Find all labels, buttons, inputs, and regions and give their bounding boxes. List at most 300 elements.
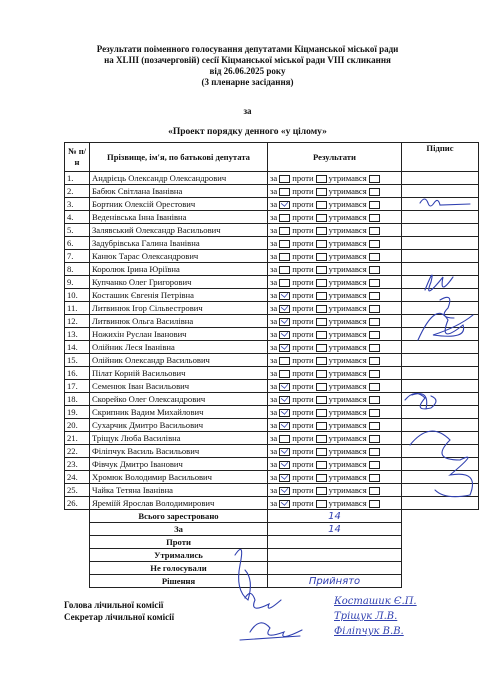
option-against: проти [292,497,314,508]
option-against: проти [292,211,314,222]
option-for: за [270,367,278,378]
option-abstain: утримався [328,263,367,274]
checkbox-for [279,240,290,248]
row-number: 5. [65,224,90,237]
option-against: проти [292,419,314,430]
summary-empty-cell [65,575,90,588]
summary-empty-cell [402,562,479,575]
signature-cell [402,302,479,315]
summary-value [268,536,402,549]
checkbox-abstain [369,461,380,469]
option-against: проти [292,276,314,287]
option-against: проти [292,432,314,443]
deputy-name: Залявський Олександр Васильович [90,224,268,237]
row-number: 23. [65,458,90,471]
checkbox-for [279,448,290,456]
summary-value [268,549,402,562]
summary-empty-cell [65,562,90,575]
vote-options [268,211,402,224]
vote-options [268,419,402,432]
checkbox-abstain [369,279,380,287]
signature-cell [402,419,479,432]
table-row [65,445,479,458]
row-number: 20. [65,419,90,432]
checkbox-against [316,448,327,456]
option-abstain: утримався [328,432,367,443]
option-against: проти [292,315,314,326]
vote-options [268,406,402,419]
signature-cell [402,211,479,224]
signature-cell [402,380,479,393]
summary-row [65,549,479,562]
vote-options [268,432,402,445]
checkbox-against [316,227,327,235]
checkbox-abstain [369,253,380,261]
votes-table [64,142,479,588]
option-for: за [270,185,278,196]
checkbox-for [279,292,290,300]
option-abstain: утримався [328,393,367,404]
checkbox-for [279,500,290,508]
checkbox-abstain [369,292,380,300]
checkbox-abstain [369,331,380,339]
signature-cell [402,354,479,367]
checkbox-against [316,357,327,365]
option-against: проти [292,250,314,261]
deputy-name: Тріщук Люба Василівна [90,432,268,445]
checkbox-for [279,188,290,196]
vote-options [268,315,402,328]
vote-options [268,458,402,471]
head-of-commission-label: Голова лічильної комісії [64,600,164,610]
vote-options [268,445,402,458]
za-label: за [243,106,252,116]
row-number: 10. [65,289,90,302]
checkbox-against [316,500,327,508]
deputy-name: Купчанко Олег Григорович [90,276,268,289]
option-for: за [270,172,278,183]
deputy-name: Литвинюк Ольга Василівна [90,315,268,328]
option-against: проти [292,289,314,300]
summary-empty-cell [65,523,90,536]
option-for: за [270,198,278,209]
table-row [65,185,479,198]
checkbox-for [279,357,290,365]
summary-empty-cell [402,510,479,523]
summary-label: За [90,523,268,536]
option-against: проти [292,302,314,313]
secretary-name-1: Тріщук Л.В. [334,611,398,622]
option-for: за [270,419,278,430]
signature-cell [402,341,479,354]
checkbox-abstain [369,370,380,378]
checkbox-against [316,396,327,404]
summary-empty-cell [65,549,90,562]
signature-cell [402,276,479,289]
header-line-1: Результати поіменного голосування депутатами Кіцманської міської ради [96,44,399,54]
row-number: 15. [65,354,90,367]
row-number: 3. [65,198,90,211]
checkbox-for [279,474,290,482]
checkbox-for [279,396,290,404]
table-row [65,250,479,263]
summary-empty-cell [402,523,479,536]
checkbox-abstain [369,305,380,313]
option-against: проти [292,328,314,339]
summary-empty-cell [65,536,90,549]
row-number: 6. [65,237,90,250]
table-row [65,341,479,354]
deputy-name: Олійник Олександр Васильович [90,354,268,367]
option-against: проти [292,367,314,378]
checkbox-for [279,227,290,235]
option-abstain: утримався [328,237,367,248]
row-number: 26. [65,497,90,510]
vote-options [268,185,402,198]
option-for: за [270,276,278,287]
checkbox-against [316,253,327,261]
option-for: за [270,328,278,339]
row-number: 14. [65,341,90,354]
signature-cell [402,185,479,198]
checkbox-against [316,201,327,209]
option-for: за [270,250,278,261]
checkbox-against [316,175,327,183]
document-header [0,44,495,88]
vote-options [268,289,402,302]
col-header-signature: Підпис [402,143,479,172]
table-row [65,458,479,471]
summary-row [65,536,479,549]
option-abstain: утримався [328,419,367,430]
option-against: проти [292,237,314,248]
checkbox-abstain [369,448,380,456]
checkbox-for [279,201,290,209]
checkbox-abstain [369,435,380,443]
checkbox-for [279,318,290,326]
summary-row [65,575,479,588]
row-number: 19. [65,406,90,419]
checkbox-for [279,344,290,352]
table-row [65,471,479,484]
checkbox-for [279,214,290,222]
row-number: 4. [65,211,90,224]
deputy-name: Сухарчик Дмитро Васильович [90,419,268,432]
deputy-name: Скрипник Вадим Михайлович [90,406,268,419]
signature-cell [402,198,479,211]
option-abstain: утримався [328,276,367,287]
checkbox-abstain [369,396,380,404]
deputy-name: Чайка Тетяна Іванівна [90,484,268,497]
head-name: Косташик Є.П. [334,596,417,607]
vote-options [268,471,402,484]
option-abstain: утримався [328,289,367,300]
checkbox-against [316,344,327,352]
signature-cell [402,445,479,458]
deputy-name: Хромюк Володимир Васильович [90,471,268,484]
deputy-name: Веденівська Інна Іванівна [90,211,268,224]
option-abstain: утримався [328,354,367,365]
signature-cell [402,471,479,484]
checkbox-abstain [369,175,380,183]
signature-cell [402,315,479,328]
deputy-name: Скорейко Олег Олександрович [90,393,268,406]
option-for: за [270,302,278,313]
summary-row [65,562,479,575]
option-for: за [270,458,278,469]
checkbox-abstain [369,227,380,235]
vote-options [268,263,402,276]
checkbox-abstain [369,383,380,391]
table-row [65,484,479,497]
checkbox-abstain [369,188,380,196]
option-against: проти [292,185,314,196]
checkbox-abstain [369,409,380,417]
checkbox-against [316,266,327,274]
row-number: 2. [65,185,90,198]
signature-cell [402,250,479,263]
signature-cell [402,237,479,250]
row-number: 16. [65,367,90,380]
vote-options [268,224,402,237]
checkbox-for [279,305,290,313]
checkbox-against [316,370,327,378]
signature-cell [402,367,479,380]
option-against: проти [292,341,314,352]
option-abstain: утримався [328,380,367,391]
checkbox-for [279,409,290,417]
vote-options [268,328,402,341]
secretary-label: Секретар лічильної комісії [64,612,175,622]
summary-empty-cell [402,575,479,588]
checkbox-abstain [369,201,380,209]
option-abstain: утримався [328,471,367,482]
row-number: 11. [65,302,90,315]
checkbox-against [316,383,327,391]
signature-cell [402,458,479,471]
option-abstain: утримався [328,224,367,235]
row-number: 17. [65,380,90,393]
checkbox-abstain [369,318,380,326]
table-row [65,289,479,302]
option-abstain: утримався [328,250,367,261]
checkbox-abstain [369,240,380,248]
signature-cell [402,406,479,419]
table-row [65,328,479,341]
option-for: за [270,224,278,235]
signature-head [245,593,281,608]
checkbox-for [279,422,290,430]
row-number: 13. [65,328,90,341]
row-number: 12. [65,315,90,328]
summary-label: Не голосували [90,562,268,575]
vote-options [268,497,402,510]
row-number: 18. [65,393,90,406]
table-row [65,393,479,406]
summary-empty-cell [402,536,479,549]
checkbox-abstain [369,500,380,508]
deputy-name: Косташик Євгенія Петрівна [90,289,268,302]
option-for: за [270,484,278,495]
checkbox-against [316,474,327,482]
deputy-name: Фівчук Дмитро Іванович [90,458,268,471]
option-for: за [270,393,278,404]
deputy-name: Литвинюк Ігор Сільвестрович [90,302,268,315]
deputy-name: Задубрівська Галина Іванівна [90,237,268,250]
signature-cell [402,263,479,276]
table-row [65,172,479,185]
header-line-3: від 26.06.2025 року [209,66,286,76]
option-abstain: утримався [328,302,367,313]
signature-cell [402,328,479,341]
summary-row [65,523,479,536]
table-row [65,406,479,419]
option-for: за [270,315,278,326]
vote-options [268,302,402,315]
summary-label: Рішення [90,575,268,588]
project-title: «Проект порядку денного «у цілому» [168,127,327,137]
checkbox-abstain [369,422,380,430]
checkbox-against [316,331,327,339]
option-for: за [270,341,278,352]
option-for: за [270,289,278,300]
option-for: за [270,380,278,391]
deputy-name: Семенюк Іван Васильович [90,380,268,393]
option-abstain: утримався [328,211,367,222]
option-against: проти [292,380,314,391]
checkbox-against [316,487,327,495]
checkbox-against [316,409,327,417]
header-line-2: на XLIII (позачерговій) сесії Кіцманської міської ради VIII скликання [104,55,391,65]
deputy-name: Яреміїй Ярослав Володимирович [90,497,268,510]
table-row [65,432,479,445]
table-row [65,198,479,211]
checkbox-against [316,435,327,443]
checkbox-abstain [369,474,380,482]
option-abstain: утримався [328,458,367,469]
checkbox-for [279,266,290,274]
checkbox-abstain [369,266,380,274]
option-abstain: утримався [328,406,367,417]
checkbox-against [316,279,327,287]
signature-cell [402,289,479,302]
summary-label: Проти [90,536,268,549]
vote-options [268,393,402,406]
checkbox-for [279,487,290,495]
vote-options [268,172,402,185]
deputy-name: Бабюк Світлана Іванівна [90,185,268,198]
checkbox-abstain [369,487,380,495]
summary-value: Прийнято [268,575,402,588]
checkbox-for [279,461,290,469]
summary-empty-cell [65,510,90,523]
option-abstain: утримався [328,172,367,183]
table-row [65,367,479,380]
row-number: 21. [65,432,90,445]
checkbox-for [279,370,290,378]
option-for: за [270,211,278,222]
option-abstain: утримався [328,445,367,456]
vote-options [268,276,402,289]
checkbox-abstain [369,357,380,365]
vote-options [268,484,402,497]
option-abstain: утримався [328,315,367,326]
option-against: проти [292,484,314,495]
checkbox-against [316,240,327,248]
row-number: 24. [65,471,90,484]
option-abstain: утримався [328,367,367,378]
option-against: проти [292,471,314,482]
option-for: за [270,406,278,417]
summary-value: 14 [268,523,402,536]
signature-cell [402,432,479,445]
signature-cell [402,393,479,406]
option-abstain: утримався [328,328,367,339]
table-row [65,211,479,224]
col-header-num: № п/н [65,143,90,172]
table-row [65,497,479,510]
table-row [65,315,479,328]
option-for: за [270,497,278,508]
vote-options [268,198,402,211]
summary-value [268,562,402,575]
option-abstain: утримався [328,185,367,196]
header-line-4: (3 пленарне засідання) [201,77,294,87]
summary-label: Всього зарестровано [90,510,268,523]
option-for: за [270,237,278,248]
option-against: проти [292,224,314,235]
table-row [65,354,479,367]
table-row [65,263,479,276]
checkbox-for [279,279,290,287]
table-row [65,276,479,289]
option-abstain: утримався [328,341,367,352]
table-row [65,419,479,432]
option-abstain: утримався [328,484,367,495]
vote-options [268,354,402,367]
table-row [65,302,479,315]
option-for: за [270,432,278,443]
checkbox-against [316,188,327,196]
row-number: 25. [65,484,90,497]
col-header-results: Результати [268,143,402,172]
row-number: 7. [65,250,90,263]
checkbox-against [316,422,327,430]
option-for: за [270,354,278,365]
checkbox-against [316,292,327,300]
checkbox-for [279,175,290,183]
option-for: за [270,445,278,456]
option-against: проти [292,445,314,456]
checkbox-for [279,331,290,339]
signature-cell [402,224,479,237]
vote-options [268,237,402,250]
row-number: 8. [65,263,90,276]
option-abstain: утримався [328,497,367,508]
checkbox-abstain [369,344,380,352]
summary-label: Утримались [90,549,268,562]
table-row [65,380,479,393]
signature-cell [402,484,479,497]
signature-secretary [240,623,302,640]
option-against: проти [292,458,314,469]
vote-options [268,250,402,263]
secretary-name-2: Філіпчук В.В. [334,626,404,637]
deputy-name: Філіпчук Василь Васильович [90,445,268,458]
option-abstain: утримався [328,198,367,209]
option-for: за [270,471,278,482]
checkbox-against [316,461,327,469]
